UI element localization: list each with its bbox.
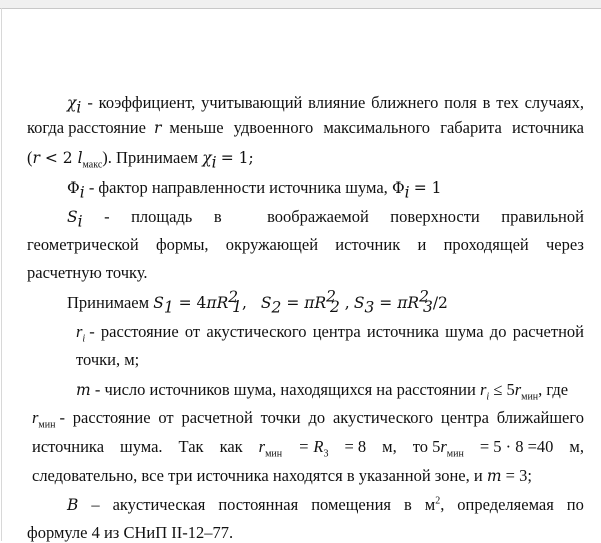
phi-symbol: Φ bbox=[67, 179, 80, 197]
word: - bbox=[104, 207, 110, 226]
word: Так bbox=[178, 437, 204, 456]
word: постоянная bbox=[218, 495, 299, 514]
calc-units-2: м, bbox=[569, 437, 584, 456]
word: акустическая bbox=[112, 495, 206, 514]
word: шума. bbox=[120, 437, 163, 456]
word: проходящей bbox=[443, 235, 529, 254]
word: определяемая bbox=[457, 495, 554, 514]
m-value: = 3; bbox=[505, 466, 532, 485]
chi-line-1 bbox=[67, 93, 584, 117]
word: как bbox=[219, 437, 243, 456]
chi-line-2-start: когда расстояние bbox=[27, 118, 146, 137]
s-line-2 bbox=[27, 235, 584, 255]
b-unit: $м^2$, bbox=[424, 495, 445, 514]
accept-label: Принимаем bbox=[67, 293, 150, 312]
s-line-3 bbox=[27, 263, 148, 283]
phi-description: - фактор направленности источника шума, bbox=[88, 178, 388, 197]
word: через bbox=[546, 235, 584, 254]
r-line-2 bbox=[76, 350, 139, 370]
word: окружающей bbox=[225, 235, 319, 254]
chi-symbol-2: χ bbox=[202, 149, 212, 167]
chi-symbol: $\chi_i$ bbox=[67, 94, 82, 117]
calc-units: м, bbox=[382, 437, 397, 456]
s-line-1 bbox=[67, 207, 584, 231]
r-description: - расстояние от акустического центра источника шума до расчетной bbox=[89, 322, 584, 341]
calc-value: = 8 bbox=[344, 437, 367, 456]
word: источник bbox=[335, 235, 401, 254]
m-condition: ≤ 5 bbox=[493, 380, 515, 399]
calc-result: = 5 · 8 =40 bbox=[479, 437, 554, 456]
rmin-description: - расстояние от расчетной точки до акустического центра ближайшего bbox=[59, 408, 584, 427]
s-line-3-text: расчетную точку. bbox=[27, 263, 148, 282]
m-symbol: m bbox=[76, 381, 91, 399]
phi-line: $\Phi_i$ - фактор направленности источника шума, $\Phi_i = 1$ bbox=[67, 178, 442, 202]
word: в bbox=[403, 495, 412, 514]
conclusion-text: следовательно, все три источника находятся в указанной зоне, и bbox=[32, 466, 483, 485]
word: формы, bbox=[155, 235, 209, 254]
ri-symbol: $r_i$ bbox=[76, 322, 86, 345]
m-symbol: m bbox=[486, 467, 502, 485]
word: по bbox=[566, 495, 584, 514]
word: – bbox=[91, 495, 100, 514]
word: и bbox=[417, 235, 427, 254]
b-symbol: B bbox=[67, 496, 79, 514]
calc-equals-r: = $R_3$ bbox=[298, 437, 329, 460]
m-description-end: , где bbox=[538, 380, 569, 399]
paren-open: ( bbox=[27, 148, 33, 167]
phi-value: = 1 bbox=[413, 179, 442, 197]
rmin-line bbox=[32, 408, 584, 431]
word: источника bbox=[32, 437, 105, 456]
s-symbol: $S_i$ bbox=[67, 208, 83, 231]
b-source-text: формуле 4 из СНиП II-12–77. bbox=[27, 523, 234, 542]
chi-accept-label: ). Принимаем bbox=[102, 148, 199, 167]
word: помещения bbox=[311, 495, 391, 514]
calc-then: то $5r_{мин}$ bbox=[412, 437, 464, 460]
word: поверхности bbox=[390, 207, 480, 226]
chi-line-2-end: меньше удвоенного максимального габарита источника bbox=[169, 118, 584, 137]
l-subscript: макс bbox=[82, 159, 103, 171]
word: площадь bbox=[131, 207, 193, 226]
rmin-symbol: $r_{мин}$ bbox=[32, 408, 56, 431]
word: воображаемой bbox=[267, 207, 369, 226]
r-line-2-text: точки, м; bbox=[76, 350, 140, 369]
accept-formula-line: Принимаем $S_1 = 4\pi R^2_1$, $S_2 = \pi R^2_2$ , $S_3 = \pi R^2_3/2$ bbox=[67, 287, 448, 317]
conclusion-line bbox=[32, 466, 532, 486]
chi-line-2 bbox=[27, 118, 584, 138]
chi-line-3: (r < 2 $l_{макс}$). Принимаем $\chi_i = 1$; bbox=[27, 148, 254, 172]
r-line-1 bbox=[76, 322, 584, 345]
chi-value: = 1; bbox=[220, 149, 254, 167]
word: правильной bbox=[501, 207, 584, 226]
chi-description: - коэффициент, учитывающий влияние ближнего поля в тех случаях, bbox=[87, 93, 584, 112]
r-symbol: r bbox=[153, 119, 162, 137]
calc-line bbox=[32, 437, 584, 460]
rmin-subscript: мин bbox=[521, 391, 539, 403]
m-line-1: m - число источников шума, находящихся на расстоянии $r_i \le 5r_{мин}$, где bbox=[76, 380, 569, 403]
word: геометрической bbox=[27, 235, 139, 254]
rmin-symbol: $r_{мин}$ bbox=[258, 437, 283, 460]
b-line-1 bbox=[67, 495, 584, 515]
m-description: - число источников шума, находящихся на расстоянии bbox=[94, 380, 476, 399]
b-line-2 bbox=[27, 523, 233, 543]
word: в bbox=[213, 207, 222, 226]
